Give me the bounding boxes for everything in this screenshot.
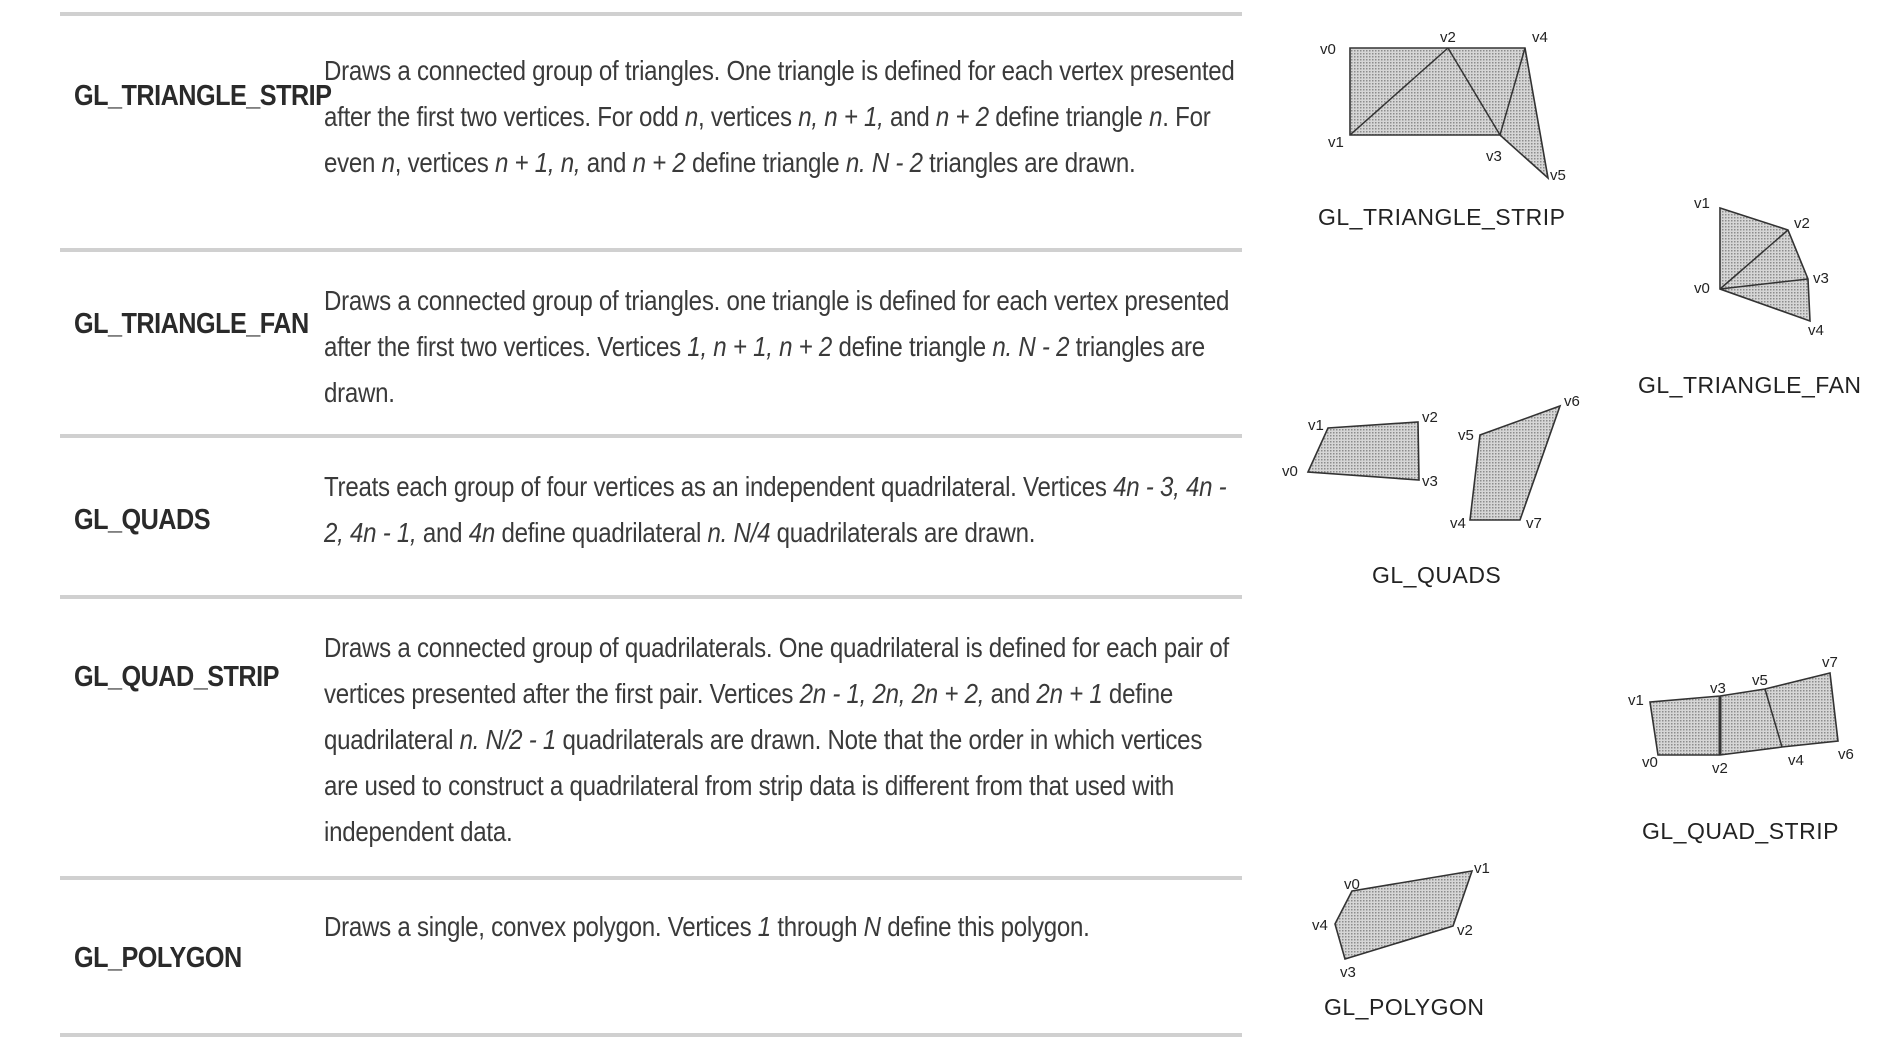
vertex-label: v0: [1694, 280, 1710, 297]
vertex-label: v3: [1486, 148, 1502, 165]
vertex-label: v1: [1474, 860, 1490, 877]
primitive-name: GL_QUAD_STRIP: [74, 661, 279, 693]
italic-term: n: [1149, 101, 1163, 132]
quads-diagram: [1270, 390, 1580, 540]
primitive-description: Draws a connected group of triangles. One triangle is defined for each vertex presented after the first two vertices. For odd n, vertices n, n + 1, and n + 2 define triangle n. For even n, vertices n + 1, n, and n + 2 define triangle n. N - 2 triangles are drawn.: [324, 55, 1235, 178]
triangle-fan-diagram: [1680, 190, 1840, 350]
vertex-label: v7: [1526, 515, 1542, 532]
figure-caption: GL_QUADS: [1372, 562, 1502, 588]
italic-term: n + 2: [935, 101, 989, 132]
primitive-description: Treats each group of four vertices as an independent quadrilateral. Vertices 4n - 3, 4n - 2, 4n - 1, and 4n define quadrilateral n. N/4 quadrilaterals are drawn.: [324, 471, 1227, 548]
primitive-description: Draws a connected group of triangles. one triangle is defined for each vertex presented after the first two vertices. Vertices 1, n + 1, n + 2 define triangle n. N - 2 triangles are drawn.: [324, 285, 1230, 408]
italic-term: 4n - 3, 4n - 2, 4n - 1,: [324, 471, 1227, 548]
vertex-label: v0: [1344, 876, 1360, 893]
table-rule: [60, 1033, 1242, 1037]
quad-strip-diagram: [1620, 645, 1870, 775]
figure-caption: GL_QUAD_STRIP: [1642, 818, 1839, 844]
italic-term: 1: [757, 911, 771, 942]
vertex-label: v1: [1628, 692, 1644, 709]
italic-term: n + 2: [632, 147, 686, 178]
vertex-label: v4: [1532, 29, 1548, 46]
vertex-label: v0: [1642, 754, 1658, 771]
figure-caption: GL_POLYGON: [1324, 994, 1485, 1020]
vertex-label: v2: [1712, 760, 1728, 777]
primitive-name: GL_POLYGON: [74, 942, 242, 974]
figure-caption: GL_TRIANGLE_STRIP: [1318, 204, 1566, 230]
table-rule: [60, 12, 1242, 16]
vertex-label: v6: [1564, 393, 1580, 410]
vertex-label: v4: [1312, 917, 1328, 934]
italic-term: 4n: [468, 517, 496, 548]
quad-shape: [1470, 406, 1560, 520]
vertex-label: v2: [1440, 29, 1456, 46]
italic-term: n + 1, n,: [494, 147, 581, 178]
primitive-description: Draws a single, convex polygon. Vertices 1 through N define this polygon.: [324, 911, 1090, 942]
vertex-label: v3: [1340, 964, 1356, 981]
italic-term: n, n + 1,: [798, 101, 884, 132]
vertex-label: v3: [1422, 473, 1438, 490]
vertex-label: v2: [1422, 409, 1438, 426]
primitive-name: GL_TRIANGLE_STRIP: [74, 80, 332, 112]
vertex-label: v1: [1308, 417, 1324, 434]
vertex-label: v5: [1458, 427, 1474, 444]
italic-term: n. N/2 - 1: [459, 724, 557, 755]
table-rule: [60, 595, 1242, 599]
italic-term: n. N/4: [707, 517, 771, 548]
table-rule: [60, 434, 1242, 438]
italic-term: N: [863, 911, 881, 942]
vertex-label: v7: [1822, 654, 1838, 671]
vertex-label: v0: [1320, 41, 1336, 58]
italic-term: 1, n + 1, n + 2: [687, 331, 833, 362]
italic-term: 2n - 1, 2n, 2n + 2,: [799, 678, 985, 709]
vertex-label: v4: [1450, 515, 1466, 532]
primitive-name: GL_TRIANGLE_FAN: [74, 308, 309, 340]
vertex-label: v4: [1808, 322, 1824, 339]
vertex-label: v4: [1788, 752, 1804, 769]
vertex-label: v3: [1710, 680, 1726, 697]
strip-shape: [1650, 673, 1838, 755]
vertex-label: v0: [1282, 463, 1298, 480]
italic-term: n. N - 2: [845, 147, 923, 178]
vertex-label: v5: [1752, 672, 1768, 689]
italic-term: n: [684, 101, 699, 132]
vertex-label: v1: [1328, 134, 1344, 151]
italic-term: 2n + 1: [1036, 678, 1103, 709]
table-rule: [60, 248, 1242, 252]
table-rule: [60, 876, 1242, 880]
strip-shape: [1350, 48, 1548, 178]
polygon-diagram: [1300, 855, 1500, 985]
vertex-label: v5: [1550, 167, 1566, 184]
vertex-label: v6: [1838, 746, 1854, 763]
figure-caption: GL_TRIANGLE_FAN: [1638, 372, 1862, 398]
primitive-name: GL_QUADS: [74, 504, 211, 536]
vertex-label: v2: [1457, 922, 1473, 939]
vertex-label: v2: [1794, 215, 1810, 232]
vertex-label: v1: [1694, 195, 1710, 212]
quad-shape: [1308, 422, 1419, 480]
italic-term: n: [381, 147, 395, 178]
triangle-strip-diagram: [1300, 20, 1590, 190]
primitive-description: Draws a connected group of quadrilaterals. One quadrilateral is defined for each pair of vertices presented after the first pair. Vertices 2n - 1, 2n, 2n + 2, and 2n + 1 define quadrilateral n. N/2 - 1 quadrilaterals are drawn. Note that the order in which vertices are used to construct a quadrilateral from strip data is different from that used with independent data.: [324, 632, 1229, 847]
italic-term: n. N - 2: [992, 331, 1070, 362]
vertex-label: v3: [1813, 270, 1829, 287]
